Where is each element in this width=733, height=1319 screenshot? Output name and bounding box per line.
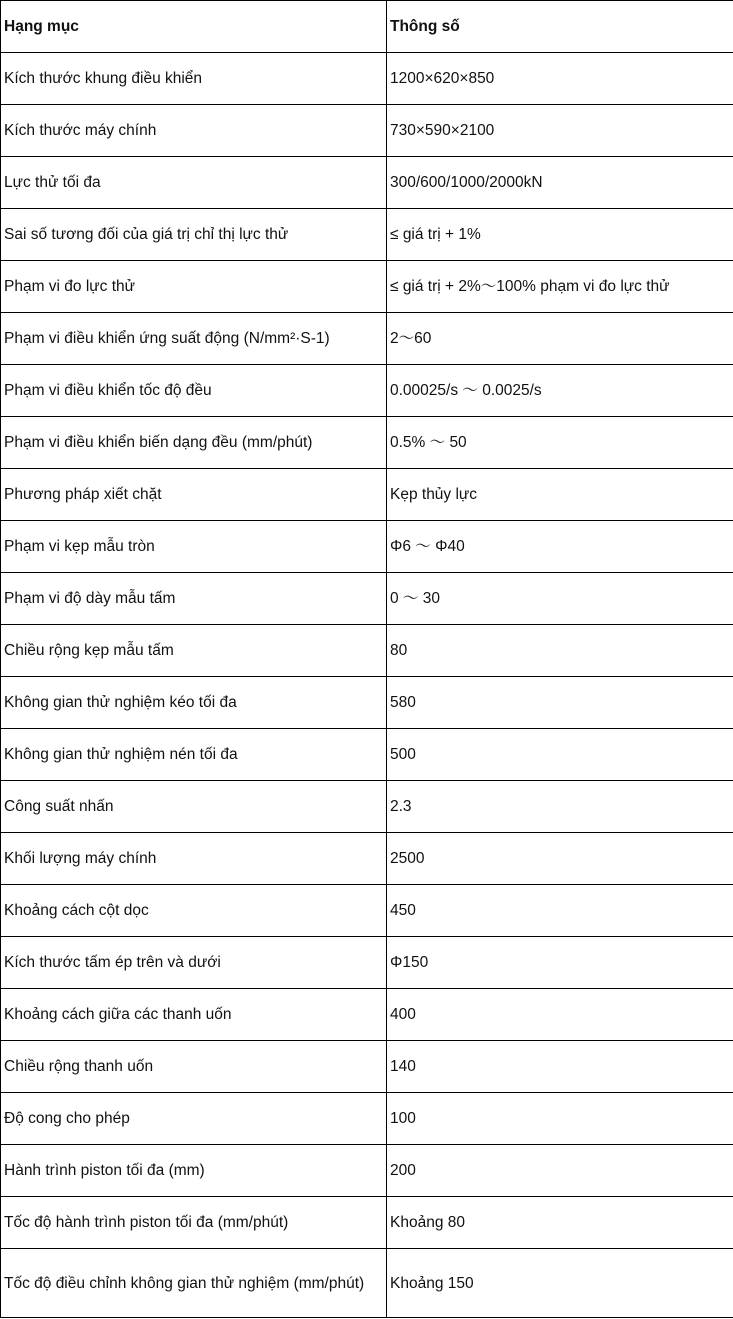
table-row: [1, 313, 733, 365]
cell-item: Phạm vi điều khiển ứng suất động (N/mm²·S-1): [1, 313, 387, 365]
cell-item: Tốc độ hành trình piston tối đa (mm/phút): [1, 1197, 387, 1249]
table-row: [1, 885, 733, 937]
cell-value: 450: [387, 885, 733, 937]
cell-value: Φ6 ～ Φ40: [387, 521, 733, 573]
cell-item: Phạm vi điều khiển biến dạng đều (mm/phút): [1, 417, 387, 469]
table-row: [1, 573, 733, 625]
cell-value: 100: [387, 1093, 733, 1145]
cell-value: 580: [387, 677, 733, 729]
cell-item: Khoảng cách cột dọc: [1, 885, 387, 937]
table-row: [1, 677, 733, 729]
cell-value: 2.3: [387, 781, 733, 833]
table-row: [1, 469, 733, 521]
table-row: [1, 1249, 733, 1318]
table-row: [1, 781, 733, 833]
cell-value: 140: [387, 1041, 733, 1093]
table-row: [1, 365, 733, 417]
table-row: [1, 105, 733, 157]
table-row: [1, 1093, 733, 1145]
cell-item: Độ cong cho phép: [1, 1093, 387, 1145]
cell-item: Kích thước khung điều khiển: [1, 53, 387, 105]
cell-item: Không gian thử nghiệm nén tối đa: [1, 729, 387, 781]
cell-item: Phạm vi điều khiển tốc độ đều: [1, 365, 387, 417]
cell-item: Không gian thử nghiệm kéo tối đa: [1, 677, 387, 729]
table-row: [1, 209, 733, 261]
cell-item: Chiều rộng thanh uốn: [1, 1041, 387, 1093]
header-item: Hạng mục: [1, 1, 387, 53]
cell-value: Kẹp thủy lực: [387, 469, 733, 521]
cell-value: 80: [387, 625, 733, 677]
table-row: [1, 989, 733, 1041]
table-row: [1, 937, 733, 989]
cell-item: Kích thước máy chính: [1, 105, 387, 157]
cell-value: Khoảng 80: [387, 1197, 733, 1249]
cell-item: Kích thước tấm ép trên và dưới: [1, 937, 387, 989]
table-row: [1, 729, 733, 781]
cell-value: 0.5% ～ 50: [387, 417, 733, 469]
table-row: [1, 625, 733, 677]
cell-item: Phạm vi độ dày mẫu tấm: [1, 573, 387, 625]
table-row: [1, 417, 733, 469]
cell-value: 300/600/1000/2000kN: [387, 157, 733, 209]
cell-value: 0.00025/s ～ 0.0025/s: [387, 365, 733, 417]
cell-item: Khoảng cách giữa các thanh uốn: [1, 989, 387, 1041]
table-row: [1, 1041, 733, 1093]
table-row: [1, 53, 733, 105]
table-row: [1, 157, 733, 209]
table-row: [1, 1197, 733, 1249]
cell-item: Lực thử tối đa: [1, 157, 387, 209]
cell-item: Tốc độ điều chỉnh không gian thử nghiệm (mm/phút): [1, 1249, 387, 1318]
cell-value: ≤ giá trị + 1%: [387, 209, 733, 261]
cell-value: Khoảng 150: [387, 1249, 733, 1318]
cell-item: Chiều rộng kẹp mẫu tấm: [1, 625, 387, 677]
cell-value: 1200×620×850: [387, 53, 733, 105]
cell-item: Sai số tương đối của giá trị chỉ thị lực thử: [1, 209, 387, 261]
cell-item: Hành trình piston tối đa (mm): [1, 1145, 387, 1197]
table-row: [1, 261, 733, 313]
cell-item: Công suất nhấn: [1, 781, 387, 833]
cell-value: ≤ giá trị + 2%～100% phạm vi đo lực thử: [387, 261, 733, 313]
cell-value: 400: [387, 989, 733, 1041]
cell-item: Khối lượng máy chính: [1, 833, 387, 885]
cell-value: 500: [387, 729, 733, 781]
header-value: Thông số: [387, 1, 733, 53]
cell-item: Phương pháp xiết chặt: [1, 469, 387, 521]
table-row: [1, 1145, 733, 1197]
cell-item: Phạm vi kẹp mẫu tròn: [1, 521, 387, 573]
cell-item: Phạm vi đo lực thử: [1, 261, 387, 313]
table-header-row: [1, 1, 733, 53]
table-row: [1, 521, 733, 573]
cell-value: 2500: [387, 833, 733, 885]
table-row: [1, 833, 733, 885]
cell-value: 730×590×2100: [387, 105, 733, 157]
cell-value: 0 ～ 30: [387, 573, 733, 625]
cell-value: 200: [387, 1145, 733, 1197]
cell-value: Φ150: [387, 937, 733, 989]
cell-value: 2～60: [387, 313, 733, 365]
